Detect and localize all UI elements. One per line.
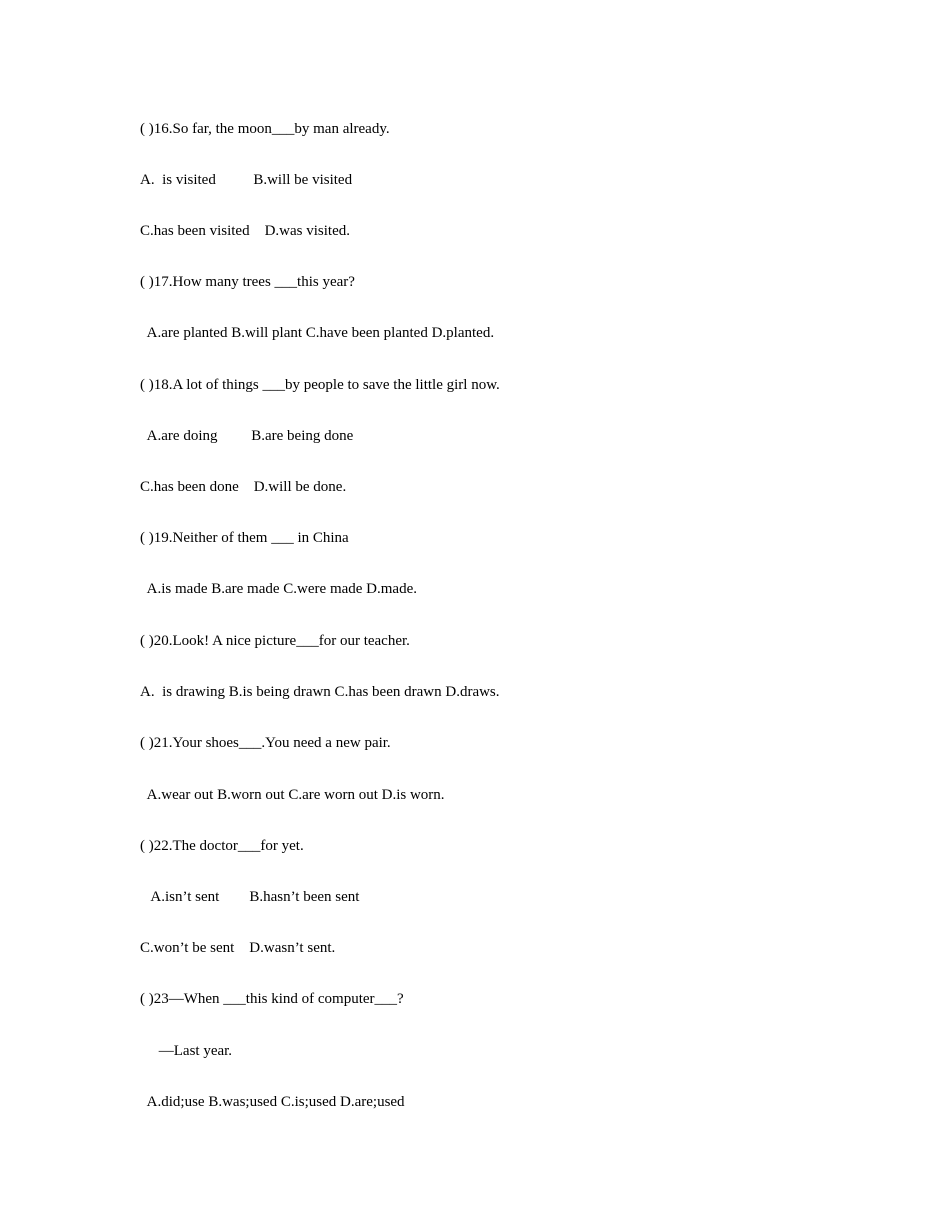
- question-18: ( )18.A lot of things ___by people to save the little girl now.: [140, 377, 500, 393]
- question-16-options-ab: A. is visited B.will be visited: [140, 172, 353, 188]
- question-21: ( )21.Your shoes___.You need a new pair.: [140, 735, 391, 751]
- question-18-options-cd: C.has been done D.will be done.: [140, 479, 347, 495]
- question-21-options: A.wear out B.worn out C.are worn out D.is worn.: [140, 787, 445, 803]
- question-22: ( )22.The doctor___for yet.: [140, 838, 304, 854]
- question-23-answer: —Last year.: [140, 1043, 233, 1059]
- question-20-options: A. is drawing B.is being drawn C.has been drawn D.draws.: [140, 684, 500, 700]
- question-17: ( )17.How many trees ___this year?: [140, 274, 355, 290]
- question-19-options: A.is made B.are made C.were made D.made.: [140, 581, 417, 597]
- question-23: ( )23—When ___this kind of computer___?: [140, 991, 404, 1007]
- question-16: ( )16.So far, the moon___by man already.: [140, 121, 390, 137]
- question-19: ( )19.Neither of them ___ in China: [140, 530, 349, 546]
- question-22-options-cd: C.won’t be sent D.wasn’t sent.: [140, 940, 336, 956]
- question-20: ( )20.Look! A nice picture___for our teacher.: [140, 633, 410, 649]
- question-22-options-ab: A.isn’t sent B.hasn’t been sent: [140, 889, 360, 905]
- question-23-options: A.did;use B.was;used C.is;used D.are;used: [140, 1094, 405, 1110]
- question-18-options-ab: A.are doing B.are being done: [140, 428, 354, 444]
- question-17-options: A.are planted B.will plant C.have been planted D.planted.: [140, 325, 495, 341]
- question-16-options-cd: C.has been visited D.was visited.: [140, 223, 350, 239]
